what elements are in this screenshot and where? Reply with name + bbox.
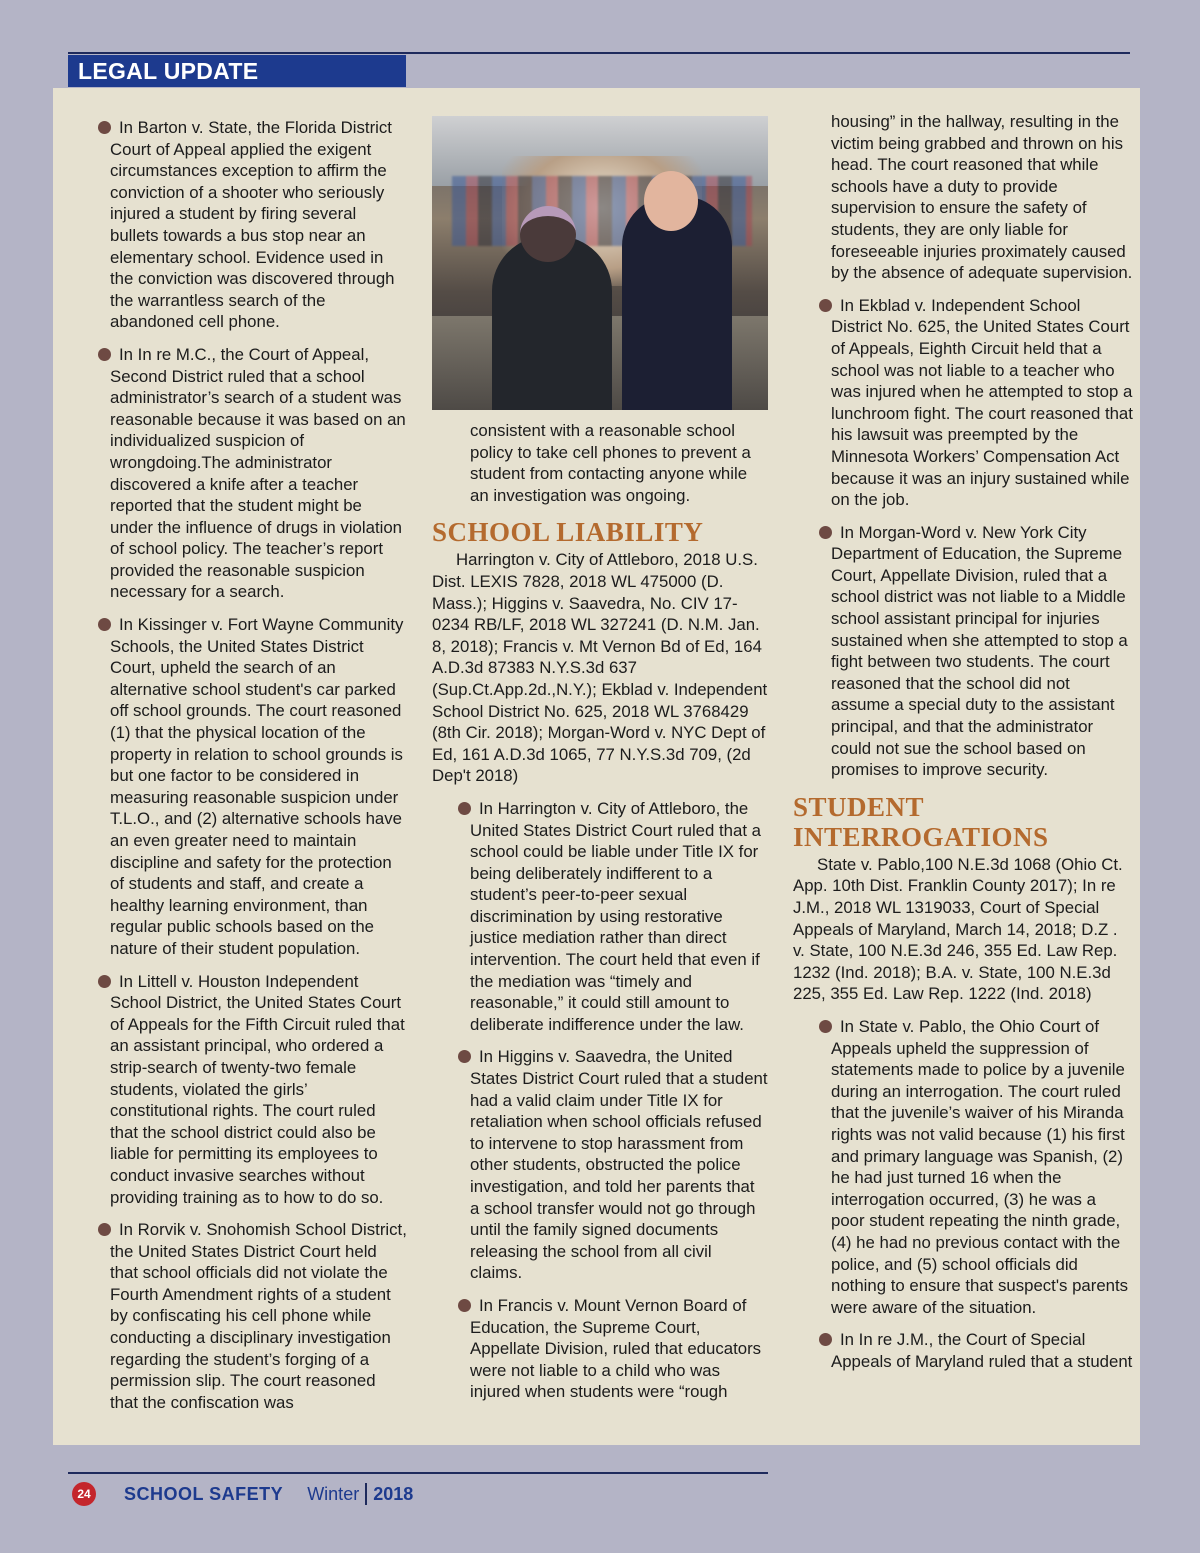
bottom-rule	[68, 1472, 768, 1474]
bullet-icon	[458, 1050, 471, 1063]
column-3	[793, 111, 1133, 1383]
top-rule	[68, 52, 1130, 54]
continuation-text: consistent with a reasonable school policy to take cell phones to prevent a student from contacting anyone while an investigation was ongoing.	[470, 421, 751, 505]
hallway-photo	[432, 116, 768, 410]
bullet-icon	[98, 121, 111, 134]
magazine-title: SCHOOL SAFETY	[124, 1483, 284, 1504]
citation-block: Harrington v. City of Attleboro, 2018 U.S. Dist. LEXIS 7828, 2018 WL 475000 (D. Mass.); Higgins v. Saavedra, No. CIV 17-0234 RB/LF, 2018 WL 327241 (D. N.M. Jan. 8, 2018); Francis v. Mt Vernon Bd of Ed, 164 A.D.3d 87383 N.Y.S.3d 637 (Sup.Ct.App.2d.,N.Y.); Ekblad v. Independent School District No. 625, 2018 WL 3768429 (8th Cir. 2018); Morgan-Word v. NYC Dept of Ed, 161 A.D.3d 1065, 77 N.Y.S.3d 709, (2d Dep't 2018)	[432, 550, 768, 786]
column-1	[90, 117, 408, 1424]
list-item: In Harrington v. City of Attleboro, the United States District Court ruled that a school could be liable under Title IX for being deliberately indifferent to a student’s peer-to-peer sexual discrimination by using restorative justice mediation rather than direct intervention. The court held that even if the mediation was “timely and reasonable,” it could still amount to deliberate indifference under the law.	[432, 798, 768, 1036]
list-item: In Higgins v. Saavedra, the United States District Court ruled that a student had a valid claim under Title IX for retaliation when school officials refused to intervene to stop harassment from other students, obstructed the police investigation, and told her parents that a school transfer would not go through until the family signed documents releasing the school from all civil claims.	[432, 1046, 768, 1284]
list-item: In In re M.C., the Court of Appeal, Second District ruled that a school administrator’s search of a student was reasonable because it was based on an individualized suspicion of wrongdoing.The administrator discovered a knife after a teacher reported that the student might be under the influence of drugs in violation of school policy. The teacher’s report provided the reasonable suspicion necessary for a search.	[90, 344, 408, 603]
bullet-icon	[98, 1223, 111, 1236]
issue-year: 2018	[373, 1483, 414, 1504]
bullet-icon	[98, 975, 111, 988]
list-item: In Barton v. State, the Florida District Court of Appeal applied the exigent circumstances exception to affirm the conviction of a shooter who seriously injured a student by firing several bullets towards a bus stop near an elementary school. Evidence used in the conviction was discovered through the warrantless search of the abandoned cell phone.	[90, 117, 408, 333]
footer-divider	[365, 1483, 367, 1505]
continuation-text: housing” in the hallway, resulting in the victim being grabbed and thrown on his head. The court reasoned that while schools have a duty to provide supervision to ensure the safety of students, they are only liable for foreseeable injuries proximately caused by the absence of adequate supervision.	[831, 112, 1133, 283]
list-item: In Ekblad v. Independent School District No. 625, the United States Court of Appeals, Eighth Circuit held that a school was not liable to a teacher who was injured when he attempted to stop a lunchroom fight. The court reasoned that his lawsuit was preempted by the Minnesota Workers’ Compensation Act because it was an injury sustained while on the job.	[793, 295, 1133, 511]
page-number: 24	[72, 1482, 96, 1506]
list-item: In Littell v. Houston Independent School District, the United States Court of Appeals for the Fifth Circuit ruled that an assistant principal, who ordered a strip-search of twenty-two female students, violated the girls’ constitutional rights. The court ruled that the school district could also be liable for permitting its employees to conduct invasive searches without providing training as to how to do so.	[90, 971, 408, 1209]
page-footer	[72, 1481, 413, 1507]
bullet-icon	[98, 348, 111, 361]
column-2	[432, 116, 768, 1414]
bullet-icon	[819, 1020, 832, 1033]
bullet-icon	[819, 299, 832, 312]
issue-season: Winter	[307, 1483, 360, 1504]
section-title-school-liability: SCHOOL LIABILITY	[432, 517, 704, 548]
bullet-icon	[98, 618, 111, 631]
list-item: In Morgan-Word v. New York City Department of Education, the Supreme Court, Appellate Division, ruled that a school district was not liable to a Middle school assistant principal for injuries sustained when she attempted to stop a fight between two students. The court reasoned that the school did not assume a special duty to the assistant principal, and that the administrator could not sue the school based on promises to improve security.	[793, 522, 1133, 781]
citation-block: State v. Pablo,100 N.E.3d 1068 (Ohio Ct. App. 10th Dist. Franklin County 2017); In re J.M., 2018 WL 1319033, Court of Special Appeals of Maryland, March 14, 2018; D.Z . v. State, 100 N.E.3d 246, 355 Ed. Law Rep. 1232 (Ind. 2018); B.A. v. State, 100 N.E.3d 225, 355 Ed. Law Rep. 1222 (Ind. 2018)	[793, 854, 1123, 1004]
list-item: In Rorvik v. Snohomish School District, the United States District Court held that school officials did not violate the Fourth Amendment rights of a student by confiscating his cell phone while conducting a disciplinary investigation regarding the student’s forging of a permission slip. The court reasoned that the confiscation was	[90, 1219, 408, 1413]
bullet-icon	[458, 802, 471, 815]
list-item: In Francis v. Mount Vernon Board of Education, the Supreme Court, Appellate Division, ruled that educators were not liable to a child who was injured when students were “rough	[432, 1295, 768, 1403]
list-item: In Kissinger v. Fort Wayne Community Schools, the United States District Court, upheld the search of an alternative school student's car parked off school grounds. The court reasoned (1) that the physical location of the property in relation to school grounds is but one factor to be considered in measuring reasonable suspicion under T.L.O., and (2) alternative schools have an even greater need to maintain discipline and safety for the protection of students and staff, and create a healthy learning environment, than regular public schools based on the nature of their student population.	[90, 614, 408, 960]
list-item: In State v. Pablo, the Ohio Court of Appeals upheld the suppression of statements made to police by a juvenile during an interrogation. The court ruled that the juvenile’s waiver of his Miranda rights was not valid because (1) his first and primary language was Spanish, (2) he had just turned 16 when the interrogation occurred, (3) he was a poor student repeating the ninth grade, (4) he had no previous contact with the police, and (5) school officials did nothing to ensure that suspect's parents were aware of the situation.	[793, 1016, 1133, 1318]
bullet-icon	[819, 526, 832, 539]
section-title-student-interrogations: STUDENT INTERROGATIONS	[793, 791, 1049, 852]
bullet-icon	[819, 1333, 832, 1346]
list-item: In In re J.M., the Court of Special Appeals of Maryland ruled that a student	[793, 1329, 1133, 1372]
section-header: LEGAL UPDATE	[68, 55, 406, 87]
bullet-icon	[458, 1299, 471, 1312]
